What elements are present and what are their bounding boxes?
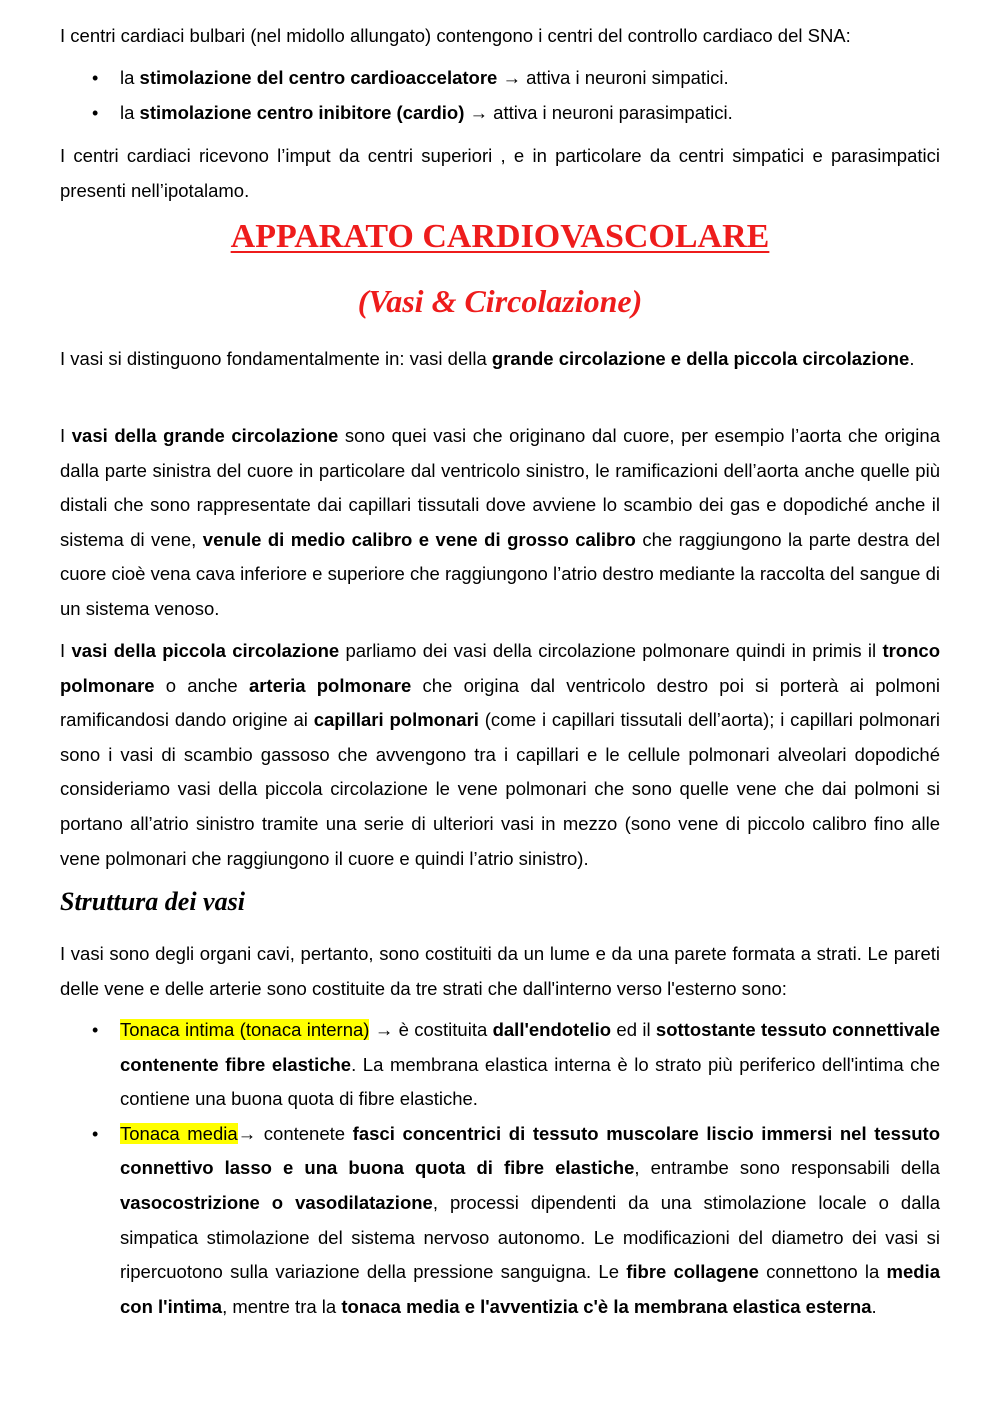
paragraph-circulation-types: I vasi si distinguono fondamentalmente in: vasi della grande circolazione e della piccola circolazione. (60, 348, 915, 369)
list-item: • la stimolazione centro inibitore (cardio) → attiva i neuroni parasimpatici. (60, 96, 940, 131)
highlight-term: Tonaca intima (tonaca interna) (120, 1019, 370, 1040)
paragraph-grande-circolazione: I vasi della grande circolazione sono quei vasi che originano dal cuore, per esempio l’aorta che origina dalla parte sinistra del cuore in particolare dal ventricolo sinistro, le ramificazioni dell’aorta anche quelle più distali che sono rappresentate dai capillari tissutali dove avviene lo scambio dei gas e dopodiché anche il sistema di vene, venule di medio calibro e vene di grosso calibro che raggiungono la parte destra del cuore cioè vena cava inferiore e superiore che raggiungono l’atrio destro mediante la raccolta del sangue di un sistema venoso. (60, 425, 940, 619)
page-title: APPARATO CARDIOVASCOLARE (230, 218, 770, 255)
list-item: • la stimolazione del centro cardioaccelatore → attiva i neuroni simpatici. (60, 61, 940, 96)
layers-bullet-list (60, 1013, 940, 1324)
highlight-term: Tonaca media (120, 1122, 238, 1144)
paragraph-piccola-circolazione: I vasi della piccola circolazione parliamo dei vasi della circolazione polmonare quindi in primis il tronco polmonare o anche arteria polmonare che origina dal ventricolo destro poi si porterà ai polmoni ramificandosi dando origine ai capillari polmonari (come i capillari tissutali dell’aorta); i capillari polmonari sono i vasi di scambio gassoso che avvengono tra i capillari e le cellule polmonari alveolari dopodiché consideriamo vasi della piccola circolazione le vene polmonari che sono quelle vene che dai polmoni si portano all’atrio sinistro tramite una serie di ulteriori vasi in mezzo (sono vene di piccolo calibro fino alle vene polmonari che raggiungono il cuore e quindi l’atrio sinistro). (60, 640, 940, 869)
page-subtitle: (Vasi & Circolazione) (357, 283, 643, 319)
intro-line: I centri cardiaci bulbari (nel midollo allungato) contengono i centri del controllo cardiaco del SNA: (60, 25, 851, 46)
list-item-tonaca-intima: • Tonaca intima (tonaca interna) → è costituita dall'endotelio ed il sottostante tessuto connettivale contenente fibre elastiche. La membrana elastica interna è lo strato più periferico dell'intima che contiene una buona quota di fibre elastiche. (60, 1013, 940, 1117)
section-heading: Struttura dei vasi (60, 887, 245, 916)
intro-paragraph: I centri cardiaci ricevono l’imput da centri superiori , e in particolare da centri simpatici e parasimpatici presenti nell’ipotalamo. (60, 145, 940, 201)
paragraph-struttura: I vasi sono degli organi cavi, pertanto, sono costituiti da un lume e da una parete formata a strati. Le pareti delle vene e delle arterie sono costituite da tre strati che dall'interno verso l'esterno sono: (60, 943, 940, 999)
list-item-tonaca-media: • Tonaca media→ contenete fasci concentrici di tessuto muscolare liscio immersi nel tessuto connettivo lasso e una buona quota di fibre elastiche, entrambe sono responsabili della vasocostrizione o vasodilatazione, processi dipendenti da una stimolazione locale o dalla simpatica stimolazione del sistema nervoso autonomo. Le modificazioni del diametro dei vasi si ripercuotono sulla variazione della pressione sanguigna. Le fibre collagene connettono la media con l'intima, mentre tra la tonaca media e l'avventizia c'è la membrana elastica esterna. (60, 1117, 940, 1325)
intro-bullet-list (60, 61, 940, 130)
